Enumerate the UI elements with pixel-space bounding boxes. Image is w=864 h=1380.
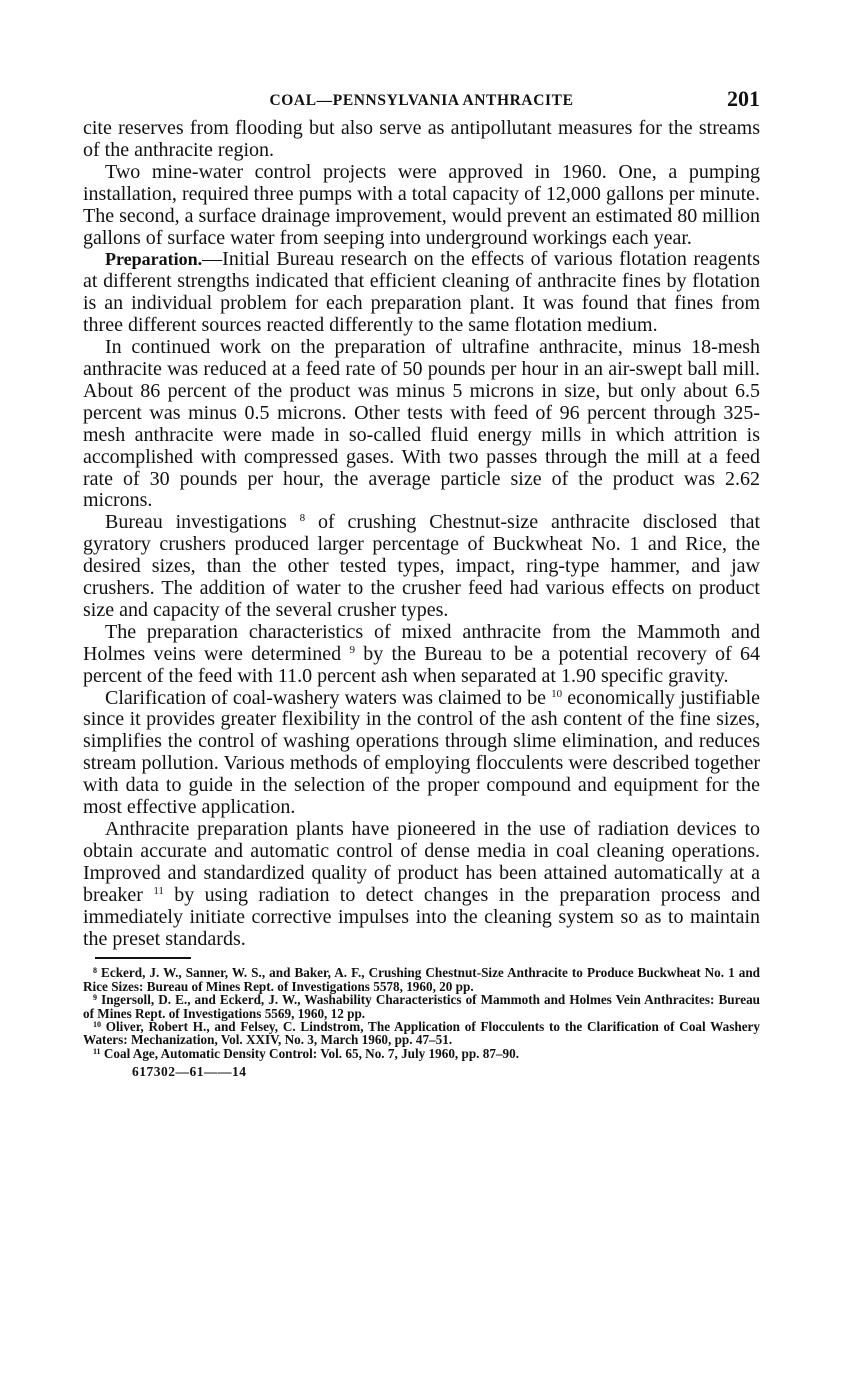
paragraph-text: by using radiation to detect changes in the preparation process and immediately initiate corrective impulses into the cleaning system so as to maintain the preset standards. [83, 883, 760, 950]
paragraph-text: of crushing Chestnut-size anthracite disclosed that gyratory crushers produced larger percentage of Buckwheat No. 1 and Rice, the desired sizes, than the other tested types, impact, ring-type hammer, and jaw crushers. The addition of water to the crusher feed had various effects on product size and capacity of the several crusher types. [83, 511, 761, 621]
body-text [83, 118, 760, 950]
footnote-mark: 9 [93, 993, 97, 1003]
paragraph-text: Clarification of coal-washery waters was claimed to be [105, 686, 547, 709]
paragraph-ultrafine [83, 337, 760, 512]
paragraph-text: The preparation characteristics of mixed anthracite from the Mammoth and Holmes veins were determined [83, 620, 760, 665]
footnote-text: Coal Age, Automatic Density Control: Vol. 65, No. 7, July 1960, pp. 87–90. [103, 1045, 520, 1061]
footnote [83, 993, 760, 1020]
page-number: 201 [727, 86, 760, 111]
document-page [83, 86, 760, 1080]
paragraph-text: by the Bureau to be a potential recovery of 64 percent of the feed with 11.0 percent ash when separated at 1.90 specific gravity. [83, 642, 760, 687]
paragraph-clarification [83, 688, 760, 819]
footnote-divider [95, 957, 191, 959]
printer-imprint: 617302—61——14 [132, 1064, 247, 1080]
paragraph-text: —Initial Bureau research on the effects of various flotation reagents at different strengths indicated that efficient cleaning of anthracite fines by flotation is an individual problem for each preparation plant. It was found that fines from three different sources reacted differently to the same flotation medium. [83, 248, 760, 337]
footnote [83, 1020, 760, 1047]
paragraph-crushing [83, 512, 760, 622]
footnote-reference: 9 [349, 643, 355, 656]
paragraph-text: Bureau investigations [105, 511, 287, 534]
paragraph-mine-water [83, 162, 760, 250]
paragraph-preparation [83, 249, 760, 337]
paragraph-mammoth-holmes [83, 622, 760, 688]
footnote-reference: 10 [551, 687, 563, 700]
footnote-reference: 11 [153, 884, 164, 897]
footnote-mark: 11 [93, 1046, 101, 1056]
footnote [83, 966, 760, 993]
running-title: COAL—PENNSYLVANIA ANTHRACITE [269, 92, 574, 109]
footnote-mark: 10 [93, 1020, 101, 1030]
paragraph-radiation [83, 819, 760, 950]
paragraph-text: economically justifiable since it provides greater flexibility in the control of the ash content of the fine sizes, simplifies the control of washing operations through slime elimination, and reduces stream pollution. Various methods of employing flocculents were described together with data to guide in the selection of the proper compound and equipment for the most effective application. [83, 686, 761, 819]
footnote-text: Ingersoll, D. E., and Eckerd, J. W., Washability Characteristics of Mammoth and Holmes Vein Anthracites: Bureau of Mines Rept. of Investigations 5569, 1960, 12 pp. [83, 992, 761, 1021]
paragraph-text: Anthracite preparation plants have pioneered in the use of radiation devices to obtain accurate and automatic control of dense media in coal cleaning operations. Improved and standardized quality of product has been attained automatically at a breaker [83, 818, 760, 906]
footnote-text: Eckerd, J. W., Sanner, W. S., and Baker, A. F., Crushing Chestnut-Size Anthracite to Produce Buckwheat No. 1 and Rice Sizes: Bureau of Mines Rept. of Investigations 5578, 1960, 20 pp. [83, 965, 761, 994]
paragraph-text: In continued work on the preparation of ultrafine anthracite, minus 18-mesh anthracite was reduced at a feed rate of 50 pounds per hour in an air-swept ball mill. About 86 percent of the product was minus 5 microns in size, but only about 6.5 percent was minus 0.5 microns. Other tests with feed of 96 percent through 325-mesh anthracite were made in so-called fluid energy mills in which attrition is accomplished with compressed gases. With two passes through the mill at a feed rate of 30 pounds per hour, the average particle size of the product was 2.62 microns. [83, 336, 760, 512]
footnote [83, 1047, 760, 1060]
paragraph-continued [83, 118, 760, 162]
footnote-mark: 8 [93, 966, 97, 976]
paragraph-text: cite reserves from flooding but also serve as antipollutant measures for the streams of the anthracite region. [83, 117, 760, 161]
paragraph-text: Two mine-water control projects were approved in 1960. One, a pumping installation, required three pumps with a total capacity of 12,000 gallons per minute. The second, a surface drainage improvement, would prevent an estimated 80 million gallons of surface water from seeping into underground workings each year. [83, 160, 761, 249]
section-run-in-heading: Preparation. [105, 249, 203, 270]
footnote-text: Oliver, Robert H., and Felsey, C. Lindstrom, The Application of Flocculents to the Clarification of Coal Washery Waters: Mechanization, Vol. XXIV, No. 3, March 1960, pp. 47–51. [83, 1019, 760, 1048]
running-header [83, 86, 760, 116]
footnote-reference: 8 [299, 512, 306, 525]
footnotes [83, 966, 760, 1060]
